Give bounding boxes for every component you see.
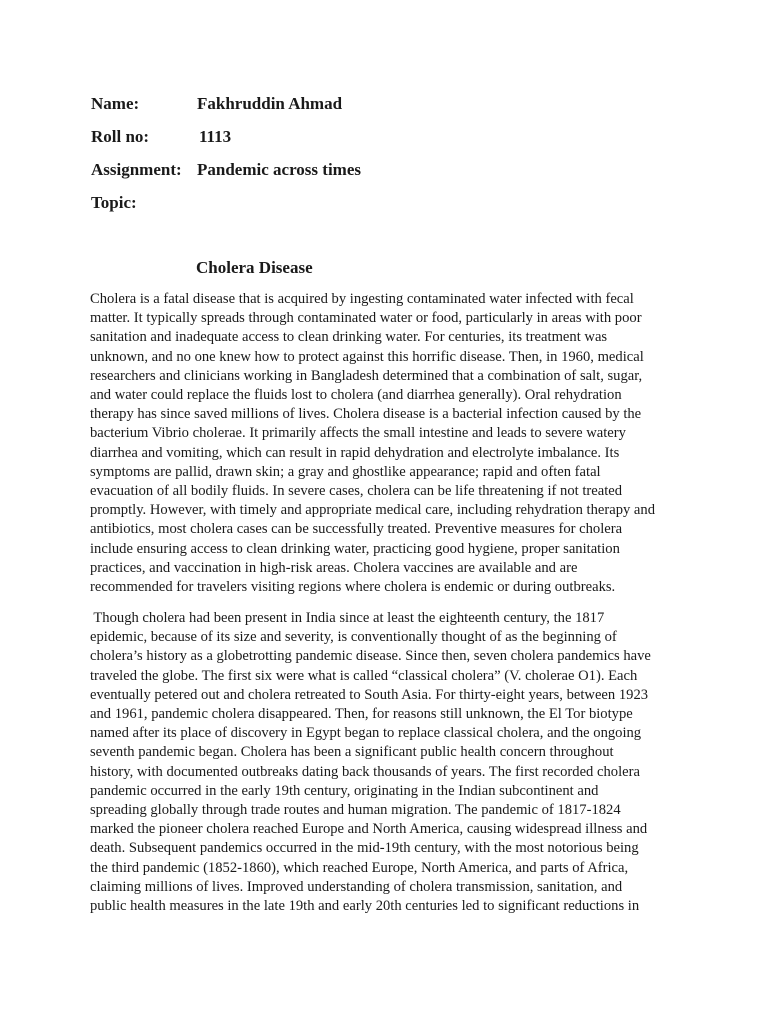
paragraph-line: death. Subsequent pandemics occurred in the mid-19th century, with the most notorious being [90, 840, 639, 857]
paragraph-line: evacuation of all bodily fluids. In severe cases, cholera can be life threatening if not treated [90, 483, 623, 500]
paragraph-line: public health measures in the late 19th and early 20th centuries led to significant reductions in [90, 898, 640, 915]
paragraph-line: promptly. However, with timely and appropriate medical care, including rehydration therapy and [90, 502, 656, 519]
paragraph-line: epidemic, because of its size and severity, is conventionally thought of as the beginning of [90, 629, 617, 646]
paragraph-line: sanitation and inadequate access to clean drinking water. For centuries, its treatment was [90, 329, 608, 346]
topic-label: Topic: [91, 193, 137, 212]
name-label: Name: [91, 94, 140, 113]
paragraph-line: spreading globally through trade routes and human migration. The pandemic of 1817-1824 [90, 802, 621, 819]
paragraph-line: Though cholera had been present in India since at least the eighteenth century, the 1817 [90, 610, 605, 626]
paragraph-line: named after its place of discovery in Egypt began to replace classical cholera, and the ongoing [90, 725, 642, 742]
paragraph-line: seventh pandemic began. Cholera has been a significant public health concern throughout [90, 744, 614, 761]
paragraph-line: researchers and clinicians working in Bangladesh determined that a combination of salt, sugar, [90, 367, 643, 384]
paragraph-line: and water could replace the fluids lost to cholera (and diarrhea generally). Oral rehydration [90, 387, 622, 404]
paragraph-line: unknown, and no one knew how to protect against this horrific disease. Then, in 1960, medical [90, 348, 644, 365]
paragraph-line: include ensuring access to clean drinking water, practicing good hygiene, proper sanitation [90, 540, 620, 557]
roll-label: Roll no: [91, 127, 150, 146]
paragraph-line: recommended for travelers visiting regions where cholera is endemic or during outbreaks. [90, 579, 616, 596]
paragraph-line: symptoms are pallid, drawn skin; a gray and ghostlike appearance; rapid and often fatal [90, 463, 601, 480]
paragraph-line: claiming millions of lives. Improved understanding of cholera transmission, sanitation, and [90, 878, 623, 895]
roll-value: 1113 [199, 127, 232, 146]
paragraph-2 [90, 609, 680, 916]
paragraph-line: traveled the globe. The first six were what is called “classical cholera” (V. cholerae O1). Each [90, 667, 638, 684]
paragraph-1 [90, 290, 680, 597]
paragraph-line: pandemic occurred in the early 19th century, originating in the Indian subcontinent and [90, 782, 599, 799]
paragraph-line: bacterium Vibrio cholerae. It primarily affects the small intestine and leads to severe watery [90, 425, 626, 442]
paragraph-line: marked the pioneer cholera reached Europe and North America, causing widespread illness and [90, 821, 648, 838]
paragraph-line: eventually petered out and cholera retreated to South Asia. For thirty-eight years, between 1923 [90, 686, 649, 703]
paragraph-line: therapy has since saved millions of lives. Cholera disease is a bacterial infection caused by the [90, 406, 642, 423]
paragraph-line: diarrhea and vomiting, which can result in rapid dehydration and electrolyte imbalance. Its [90, 444, 620, 461]
paragraph-line: history, with documented outbreaks dating back thousands of years. The first recorded cholera [90, 763, 640, 780]
paragraph-line: the third pandemic (1852-1860), which reached Europe, North America, and parts of Africa, [90, 859, 629, 876]
assignment-label: Assignment: [91, 160, 182, 179]
paragraph-line: practices, and vaccination in high-risk areas. Cholera vaccines are available and are [90, 559, 578, 576]
assignment-value: Pandemic across times [197, 160, 361, 179]
paragraph-line: Cholera is a fatal disease that is acquired by ingesting contaminated water infected with fecal [90, 291, 634, 307]
paragraph-line: matter. It typically spreads through contaminated water or food, particularly in areas with poor [90, 310, 642, 327]
paragraph-line: cholera’s history as a globetrotting pandemic disease. Since then, seven cholera pandemics have [90, 648, 651, 665]
name-value: Fakhruddin Ahmad [197, 94, 343, 113]
document-title: Cholera Disease [196, 258, 313, 277]
paragraph-line: and 1961, pandemic cholera disappeared. Then, for reasons still unknown, the El Tor biotype [90, 706, 633, 723]
paragraph-line: antibiotics, most cholera cases can be successfully treated. Preventive measures for cholera [90, 521, 623, 538]
